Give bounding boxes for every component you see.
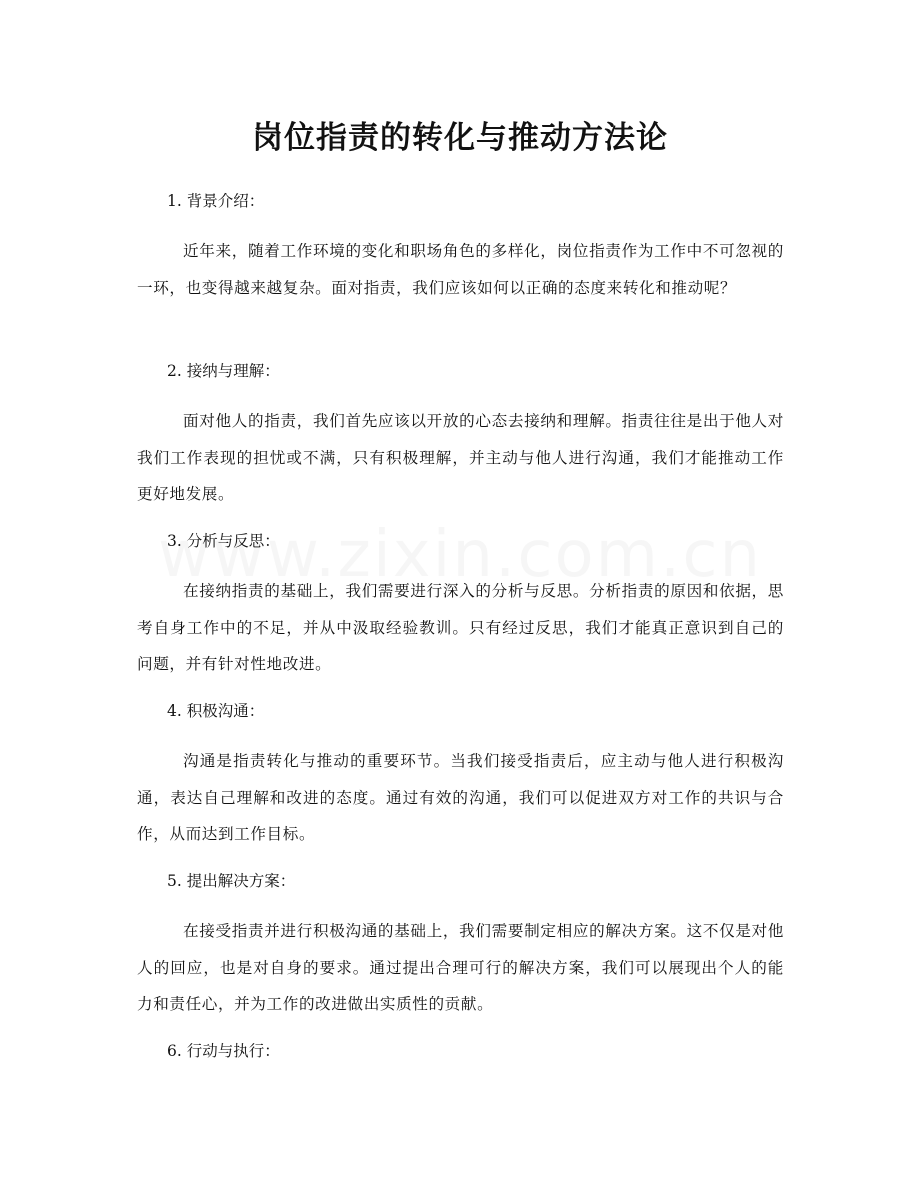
section-paragraph-3: 在接纳指责的基础上，我们需要进行深入的分析与反思。分析指责的原因和依据，思考自身工作中的不足，并从中汲取经验教训。只有经过反思，我们才能真正意识到自己的问题，并有针对性地改进。: [137, 582, 784, 673]
section-heading-3: 3. 分析与反思：: [167, 532, 280, 550]
section-heading-2: 2. 接纳与理解：: [167, 362, 280, 380]
section-heading-6: 6. 行动与执行：: [167, 1042, 280, 1060]
section-heading-5: 5. 提出解决方案：: [167, 872, 296, 890]
section-paragraph-2: 面对他人的指责，我们首先应该以开放的心态去接纳和理解。指责往往是出于他人对我们工作表现的担忧或不满，只有积极理解，并主动与他人进行沟通，我们才能推动工作更好地发展。: [137, 412, 784, 503]
section-heading-1: 1. 背景介绍：: [167, 192, 265, 210]
section-paragraph-4: 沟通是指责转化与推动的重要环节。当我们接受指责后，应主动与他人进行积极沟通，表达自己理解和改进的态度。通过有效的沟通，我们可以促进双方对工作的共识与合作，从而达到工作目标。: [137, 752, 784, 843]
section-paragraph-5: 在接受指责并进行积极沟通的基础上，我们需要制定相应的解决方案。这不仅是对他人的回应，也是对自身的要求。通过提出合理可行的解决方案，我们可以展现出个人的能力和责任心，并为工作的改进做出实质性的贡献。: [137, 922, 784, 1013]
section-paragraph-1: 近年来，随着工作环境的变化和职场角色的多样化，岗位指责作为工作中不可忽视的一环，也变得越来越复杂。面对指责，我们应该如何以正确的态度来转化和推动呢？: [137, 242, 784, 297]
section-heading-4: 4. 积极沟通：: [167, 702, 265, 720]
page-title: 岗位指责的转化与推动方法论: [252, 120, 668, 156]
